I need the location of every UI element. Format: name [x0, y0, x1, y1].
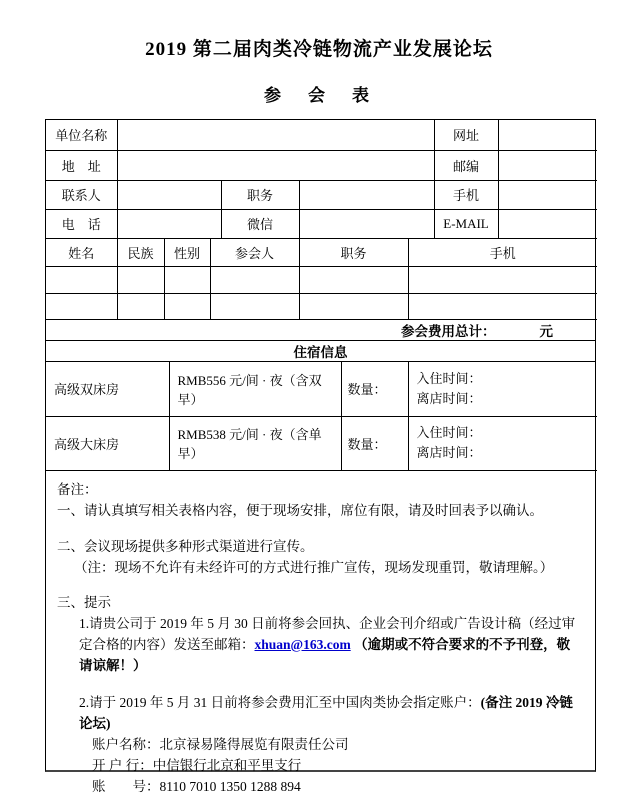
attendee-ethnicity-header: 民族: [117, 239, 164, 267]
account-number-label: 账 号：: [92, 778, 160, 794]
lodging-section-title: 住宿信息: [46, 341, 595, 362]
attendee-mobile-header: 手机: [408, 239, 597, 267]
address-field: [117, 150, 434, 180]
attendee-gender-field: [164, 294, 210, 320]
attendee-position-header: 职务: [299, 239, 408, 267]
note-3-2-remark: (备注 2019 冷链论坛): [79, 694, 573, 731]
contact-person-label: 联系人: [46, 180, 117, 209]
contact-info-section: [46, 120, 597, 239]
attendee-mobile-field: [408, 294, 597, 320]
position-label: 职务: [221, 180, 299, 209]
page-title: 2019 第二届肉类冷链物流产业发展论坛: [145, 39, 493, 60]
registration-table: [45, 119, 596, 794]
note-3-1-text: 1.请贵公司于 2019 年 5 月 30 日前将参会回执、企业会刊介绍或广告设计稿（经过审定合格的内容）发送至邮箱：: [79, 615, 576, 652]
fee-total-label: 参会费用总计：: [401, 324, 496, 339]
checkin-label: 入住时间：: [416, 370, 482, 386]
website-field: [498, 120, 597, 150]
note-item-2: 二、会议现场提供多种形式渠道进行宣传。: [57, 538, 314, 554]
mobile-label: 手机: [434, 180, 498, 209]
notes-section: [46, 471, 595, 797]
attendee-row: [46, 294, 597, 320]
room-time-cell: [408, 416, 597, 470]
address-row: [46, 150, 597, 180]
fee-unit-label: 元: [539, 324, 553, 339]
email-field: [498, 209, 597, 238]
room-qty-label: 数量：: [341, 416, 408, 470]
account-number-line: [92, 776, 581, 797]
notes-heading: 备注：: [57, 481, 98, 497]
account-name-line: [92, 734, 581, 755]
attendee-participant-header: 参会人: [210, 239, 299, 267]
attendee-header-row: [46, 239, 597, 267]
wechat-field: [299, 209, 434, 238]
position-field: [299, 180, 434, 209]
mobile-field: [498, 180, 597, 209]
lodging-row-twin: [46, 362, 597, 416]
note-item-3-heading: 三、提示: [57, 594, 111, 610]
attendee-gender-field: [164, 267, 210, 294]
attendee-ethnicity-field: [117, 294, 164, 320]
checkout-label: 离店时间：: [416, 445, 482, 460]
page-subtitle: 参 会 表: [264, 86, 374, 105]
room-type: 高级双床房: [46, 362, 169, 416]
wechat-label: 微信: [221, 209, 299, 238]
note-item-3-1: [79, 613, 581, 676]
account-name-label: 账户名称：: [92, 736, 160, 752]
attendee-position-field: [299, 267, 408, 294]
attendee-name-field: [46, 294, 117, 320]
website-label: 网址: [434, 120, 498, 150]
zip-field: [498, 150, 597, 180]
bank-value: 中信银行北京和平里支行: [152, 757, 302, 773]
attendee-position-field: [299, 294, 408, 320]
attendee-participant-field: [210, 267, 299, 294]
attendee-row: [46, 267, 597, 294]
lodging-section: [46, 362, 597, 471]
bank-label: 开 户 行：: [92, 757, 153, 773]
phone-row: [46, 209, 597, 238]
attendee-name-header: 姓名: [46, 239, 117, 267]
checkin-label: 入住时间：: [416, 425, 482, 440]
note-3-2-text: 2.请于 2019 年 5 月 31 日前将参会费用汇至中国肉类协会指定账户：: [79, 694, 481, 710]
lodging-row-king: [46, 416, 597, 470]
phone-label: 电 话: [46, 209, 117, 238]
note-item-2-note: （注：现场不允许有未经许可的方式进行推广宣传，现场发现重罚，敬请理解。）: [74, 559, 554, 575]
company-name-field: [117, 120, 434, 150]
room-time-cell: [408, 362, 597, 416]
room-price: RMB538 元/间 · 夜（含单早）: [169, 416, 341, 470]
company-name-label: 单位名称: [46, 120, 117, 150]
phone-field: [117, 209, 221, 238]
attendee-gender-header: 性别: [164, 239, 210, 267]
account-name-value: 北京禄易隆得展览有限责任公司: [159, 736, 349, 752]
room-qty-label: 数量：: [341, 362, 408, 416]
note-item-1: 一、请认真填写相关表格内容，便于现场安排，席位有限，请及时回表予以确认。: [57, 502, 543, 518]
room-type: 高级大床房: [46, 416, 169, 470]
bank-line: [92, 755, 581, 776]
note-item-3-2: [79, 692, 581, 734]
email-link[interactable]: xhuan@163.com: [254, 636, 351, 652]
attendee-participant-field: [210, 294, 299, 320]
address-label: 地 址: [46, 150, 117, 180]
attendee-ethnicity-field: [117, 267, 164, 294]
email-label: E-MAIL: [434, 209, 498, 238]
checkout-label: 离店时间：: [416, 390, 482, 406]
attendee-name-field: [46, 267, 117, 294]
attendees-section: [46, 239, 597, 321]
room-price: RMB556 元/间 · 夜（含双早）: [169, 362, 341, 416]
contact-person-row: [46, 180, 597, 209]
account-number-value: 8110 7010 1350 1288 894: [159, 778, 301, 794]
zip-label: 邮编: [434, 150, 498, 180]
company-row: [46, 120, 597, 150]
note-3-1-warning: （逾期或不符合要求的不予刊登，敬请谅解！）: [79, 636, 571, 673]
fee-total-row: [46, 320, 595, 341]
contact-person-field: [117, 180, 221, 209]
attendee-mobile-field: [408, 267, 597, 294]
